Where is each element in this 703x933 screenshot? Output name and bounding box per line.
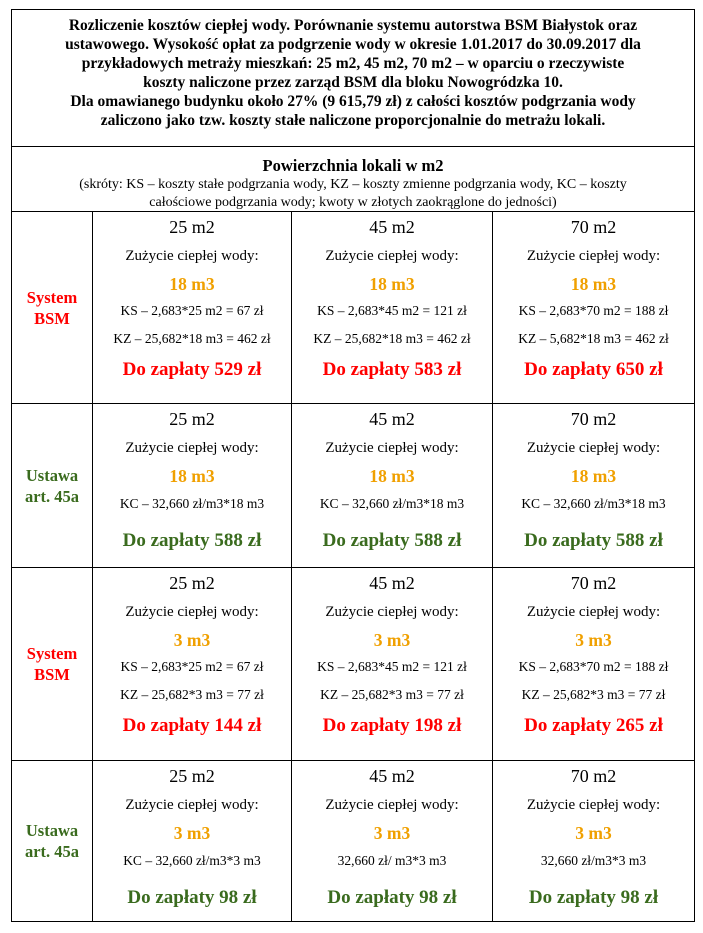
area-value: 25 m2 (169, 409, 215, 429)
subheader-title: Powierzchnia lokali w m2 (262, 156, 444, 175)
table-cell (93, 568, 292, 761)
amount-due: Do zapłaty 265 zł (524, 715, 663, 736)
amount-due: Do zapłaty 588 zł (122, 530, 262, 551)
amount-due: Do zapłaty 198 zł (322, 715, 462, 736)
table-cell (292, 761, 493, 922)
fixed-cost-formula: KS – 2,683*45 m2 = 121 zł (317, 659, 467, 674)
table-row (12, 761, 695, 922)
row-label-line-1: Ustawa (25, 821, 79, 840)
volume-value: 18 m3 (570, 466, 617, 486)
header-line-1: Rozliczenie kosztów ciepłej wody. Porównanie systemu autorstwa BSM Białystok oraz (68, 17, 638, 34)
area-value: 45 m2 (369, 766, 415, 786)
volume-value: 3 m3 (575, 630, 612, 650)
amount-due: Do zapłaty 144 zł (122, 715, 262, 736)
area-value: 25 m2 (169, 573, 215, 593)
variable-cost-formula: KZ – 5,682*18 m3 = 462 zł (518, 331, 669, 346)
usage-label: Zużycie ciepłej wody: (526, 604, 661, 620)
table-cell (292, 212, 493, 404)
fixed-cost-formula: KS – 2,683*70 m2 = 188 zł (518, 303, 669, 318)
amount-due: Do zapłaty 650 zł (524, 359, 663, 380)
area-value: 70 m2 (570, 217, 617, 237)
area-value: 70 m2 (570, 766, 617, 786)
fixed-cost-formula: KS – 2,683*25 m2 = 67 zł (120, 659, 264, 674)
usage-label: Zużycie ciepłej wody: (325, 604, 459, 620)
volume-value: 3 m3 (173, 630, 211, 650)
volume-value: 3 m3 (373, 823, 411, 843)
row-label-line-2: art. 45a (24, 486, 80, 506)
volume-value: 3 m3 (173, 823, 211, 843)
table-cell (93, 212, 292, 404)
usage-label: Zużycie ciepłej wody: (325, 248, 459, 264)
row-label-line-2: BSM (34, 665, 70, 684)
table-cell (493, 404, 695, 568)
volume-value: 3 m3 (575, 823, 612, 843)
volume-value: 18 m3 (369, 274, 415, 294)
area-value: 25 m2 (169, 766, 215, 786)
total-cost-formula: KC – 32,660 zł/m3*18 m3 (521, 496, 666, 511)
variable-cost-formula: KZ – 25,682*3 m3 = 77 zł (320, 687, 464, 702)
document-header (12, 10, 695, 147)
amount-due: Do zapłaty 98 zł (127, 887, 257, 908)
usage-label: Zużycie ciepłej wody: (325, 797, 459, 813)
usage-label: Zużycie ciepłej wody: (125, 248, 259, 264)
amount-due: Do zapłaty 98 zł (327, 887, 457, 908)
row-label-ustawa (12, 761, 93, 922)
abbreviations-note-line-2: całościowe podgrzania wody; kwoty w złotych zaokrąglone do jedności) (149, 195, 557, 210)
row-label-system-bsm (12, 212, 93, 404)
variable-cost-formula: KZ – 25,682*3 m3 = 77 zł (521, 687, 666, 702)
table-row (12, 404, 695, 568)
volume-value: 3 m3 (373, 630, 411, 650)
area-value: 70 m2 (570, 409, 617, 429)
usage-label: Zużycie ciepłej wody: (125, 604, 259, 620)
fixed-cost-formula: KS – 2,683*45 m2 = 121 zł (317, 303, 467, 318)
amount-due: Do zapłaty 588 zł (524, 530, 663, 551)
table-cell (93, 404, 292, 568)
header-line-6: zaliczono jako tzw. koszty stałe naliczone proporcjonalnie do metrażu lokali. (100, 112, 606, 129)
area-value: 45 m2 (369, 217, 415, 237)
header-line-3: przykładowych metraży mieszkań: 25 m2, 45 m2, 70 m2 – w oparciu o rzeczywiste (81, 55, 625, 72)
usage-label: Zużycie ciepłej wody: (125, 440, 259, 456)
table-cell (93, 761, 292, 922)
row-label-line-1: Ustawa (25, 465, 79, 485)
volume-value: 18 m3 (169, 466, 215, 486)
row-label-ustawa (12, 404, 93, 568)
area-value: 45 m2 (369, 409, 415, 429)
amount-due: Do zapłaty 529 zł (122, 359, 262, 380)
table-cell (292, 568, 493, 761)
row-label-line-1: System (26, 287, 78, 307)
header-line-5: Dla omawianego budynku około 27% (9 615,79 zł) z całości kosztów podgrzania wody (70, 93, 636, 110)
amount-due: Do zapłaty 588 zł (322, 530, 462, 551)
variable-cost-formula: KZ – 25,682*18 m3 = 462 zł (113, 331, 271, 346)
header-line-4: koszty naliczone przez zarząd BSM dla bloku Nowogródzka 10. (143, 74, 563, 91)
volume-value: 18 m3 (169, 274, 215, 294)
row-label-line-2: art. 45a (24, 842, 80, 861)
fixed-cost-formula: KS – 2,683*25 m2 = 67 zł (120, 303, 264, 318)
area-value: 70 m2 (570, 573, 617, 593)
table-cell (493, 761, 695, 922)
volume-value: 18 m3 (369, 466, 415, 486)
abbreviations-note-line-1: (skróty: KS – koszty stałe podgrzania wody, KZ – koszty zmienne podgrzania wody, KC – koszty (79, 177, 627, 192)
header-line-2: ustawowego. Wysokość opłat za podgrzenie wody w okresie 1.01.2017 do 30.09.2017 dla (65, 36, 641, 53)
table-row (12, 568, 695, 761)
row-label-system-bsm (12, 568, 93, 761)
usage-label: Zużycie ciepłej wody: (526, 797, 661, 813)
table-cell (493, 212, 695, 404)
table-cell (292, 404, 493, 568)
table-cell (493, 568, 695, 761)
area-value: 45 m2 (369, 573, 415, 593)
volume-value: 18 m3 (570, 274, 617, 294)
table-row (12, 212, 695, 404)
amount-due: Do zapłaty 583 zł (322, 359, 462, 380)
usage-label: Zużycie ciepłej wody: (526, 440, 661, 456)
amount-due: Do zapłaty 98 zł (528, 887, 659, 908)
usage-label: Zużycie ciepłej wody: (125, 797, 259, 813)
total-cost-formula: KC – 32,660 zł/m3*18 m3 (319, 496, 465, 511)
row-label-line-1: System (26, 644, 78, 663)
total-cost-formula: KC – 32,660 zł/m3*18 m3 (119, 496, 265, 511)
area-value: 25 m2 (169, 217, 215, 237)
total-cost-formula: KC – 32,660 zł/m3*3 m3 (123, 853, 261, 868)
table-subheader (12, 147, 695, 212)
row-label-line-2: BSM (34, 308, 70, 328)
total-cost-formula: 32,660 zł/m3*3 m3 (540, 853, 647, 868)
variable-cost-formula: KZ – 25,682*18 m3 = 462 zł (313, 331, 471, 346)
total-cost-formula: 32,660 zł/ m3*3 m3 (337, 853, 447, 868)
usage-label: Zużycie ciepłej wody: (526, 248, 661, 264)
usage-label: Zużycie ciepłej wody: (325, 440, 459, 456)
cost-comparison-table (11, 9, 695, 922)
fixed-cost-formula: KS – 2,683*70 m2 = 188 zł (518, 659, 669, 674)
variable-cost-formula: KZ – 25,682*3 m3 = 77 zł (120, 687, 264, 702)
